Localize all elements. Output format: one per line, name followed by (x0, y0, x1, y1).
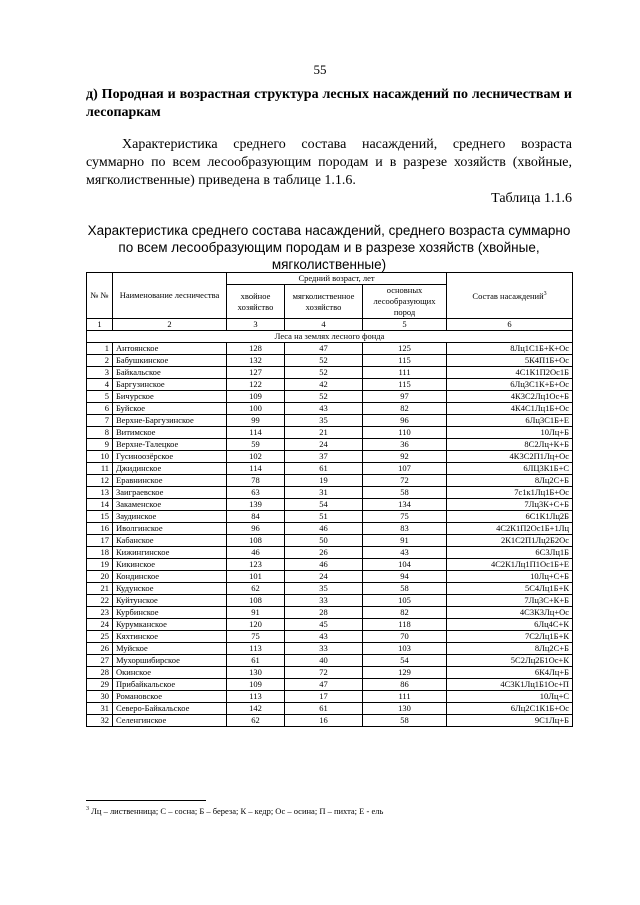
row-number: 9 (87, 439, 113, 451)
composition: 6ЛЦ3К1Б+С (447, 463, 573, 475)
main-species-age: 58 (363, 715, 447, 727)
main-species-age: 83 (363, 523, 447, 535)
softwood-age: 52 (285, 355, 363, 367)
row-number: 26 (87, 643, 113, 655)
forestry-name: Иволгинское (113, 523, 227, 535)
main-species-age: 110 (363, 427, 447, 439)
conifer-age: 114 (227, 427, 285, 439)
forestry-name: Джидинское (113, 463, 227, 475)
forestry-name: Окинское (113, 667, 227, 679)
conifer-age: 122 (227, 379, 285, 391)
table-row (87, 547, 573, 559)
row-number: 11 (87, 463, 113, 475)
softwood-age: 26 (285, 547, 363, 559)
main-species-age: 104 (363, 559, 447, 571)
table-row (87, 355, 573, 367)
table-row (87, 607, 573, 619)
softwood-age: 52 (285, 367, 363, 379)
softwood-age: 50 (285, 535, 363, 547)
table-row (87, 523, 573, 535)
softwood-age: 19 (285, 475, 363, 487)
table-row (87, 619, 573, 631)
softwood-age: 42 (285, 379, 363, 391)
main-species-age: 70 (363, 631, 447, 643)
softwood-age: 61 (285, 463, 363, 475)
softwood-age: 43 (285, 631, 363, 643)
main-species-age: 54 (363, 655, 447, 667)
header-num: № № (87, 273, 113, 319)
table-row (87, 439, 573, 451)
header-avg-age: Средний возраст, лет (227, 273, 447, 285)
forestry-name: Кижингинское (113, 547, 227, 559)
row-number: 12 (87, 475, 113, 487)
column-number: 3 (227, 319, 285, 331)
softwood-age: 45 (285, 619, 363, 631)
main-species-age: 134 (363, 499, 447, 511)
row-number: 30 (87, 691, 113, 703)
composition: 7С2Лц1Б+К (447, 631, 573, 643)
forestry-name: Селенгинское (113, 715, 227, 727)
forestry-name: Курумканское (113, 619, 227, 631)
forestry-name: Мухоршибирское (113, 655, 227, 667)
forestry-name: Куйтунское (113, 595, 227, 607)
forestry-name: Бабушкинское (113, 355, 227, 367)
table-row (87, 499, 573, 511)
table-row (87, 427, 573, 439)
conifer-age: 128 (227, 343, 285, 355)
header-composition (447, 273, 573, 319)
table-row (87, 367, 573, 379)
conifer-age: 132 (227, 355, 285, 367)
main-species-age: 130 (363, 703, 447, 715)
header-soft: мягколиственное хозяйство (285, 285, 363, 319)
conifer-age: 109 (227, 679, 285, 691)
row-number: 22 (87, 595, 113, 607)
table-caption: Характеристика среднего состава насаждений, среднего возраста суммарно по всем лесообразующим породам и в разрезе хозяйств (хвойные, мягколиственные) (87, 223, 571, 272)
table-row (87, 379, 573, 391)
conifer-age: 142 (227, 703, 285, 715)
composition: 4С1К1П2Ос1Б (447, 367, 573, 379)
composition: 6Лц2С1К1Б+Ос (447, 703, 573, 715)
forestry-name: Гусиноозёрское (113, 451, 227, 463)
forestry-name: Буйское (113, 403, 227, 415)
row-number: 5 (87, 391, 113, 403)
row-number: 7 (87, 415, 113, 427)
composition: 7Лц3С+К+Б (447, 595, 573, 607)
conifer-age: 59 (227, 439, 285, 451)
column-number: 4 (285, 319, 363, 331)
table-row (87, 667, 573, 679)
main-species-age: 58 (363, 487, 447, 499)
conifer-age: 123 (227, 559, 285, 571)
composition: 10Лц+Б (447, 427, 573, 439)
main-species-age: 92 (363, 451, 447, 463)
group-title: Леса на землях лесного фонда (87, 331, 573, 343)
row-number: 25 (87, 631, 113, 643)
softwood-age: 33 (285, 643, 363, 655)
forestry-name: Курбинское (113, 607, 227, 619)
forestry-name: Байкальское (113, 367, 227, 379)
softwood-age: 52 (285, 391, 363, 403)
footnote-divider (86, 800, 206, 801)
softwood-age: 47 (285, 679, 363, 691)
table-row (87, 643, 573, 655)
main-species-age: 125 (363, 343, 447, 355)
forestry-name: Муйское (113, 643, 227, 655)
row-number: 10 (87, 451, 113, 463)
conifer-age: 100 (227, 403, 285, 415)
forestry-name: Заиграевское (113, 487, 227, 499)
row-number: 29 (87, 679, 113, 691)
table-row (87, 655, 573, 667)
table-row (87, 595, 573, 607)
softwood-age: 28 (285, 607, 363, 619)
page-number: 55 (313, 62, 327, 77)
composition: 4С2К1Лц1П1Ос1Б+Е (447, 559, 573, 571)
softwood-age: 51 (285, 511, 363, 523)
row-number: 6 (87, 403, 113, 415)
composition: 5С4Лц1Б+К (447, 583, 573, 595)
main-species-age: 36 (363, 439, 447, 451)
conifer-age: 113 (227, 691, 285, 703)
conifer-age: 78 (227, 475, 285, 487)
forestry-name: Верхне-Баргузинское (113, 415, 227, 427)
composition: 4К3С2П1Лц+Ос (447, 451, 573, 463)
softwood-age: 31 (285, 487, 363, 499)
table-row (87, 511, 573, 523)
composition: 10Лц+С (447, 691, 573, 703)
table-row (87, 703, 573, 715)
table-row (87, 571, 573, 583)
softwood-age: 37 (285, 451, 363, 463)
table-row (87, 475, 573, 487)
row-number: 16 (87, 523, 113, 535)
conifer-age: 63 (227, 487, 285, 499)
row-number: 24 (87, 619, 113, 631)
softwood-age: 17 (285, 691, 363, 703)
row-number: 13 (87, 487, 113, 499)
section-heading: д) Породная и возрастная структура лесных насаждений по лесничествам и лесопаркам (86, 87, 572, 120)
table-row (87, 583, 573, 595)
main-species-age: 72 (363, 475, 447, 487)
conifer-age: 46 (227, 547, 285, 559)
forestry-name: Заудинское (113, 511, 227, 523)
header-composition-label: Состав насаждений (472, 290, 544, 301)
forestry-name: Еравнинское (113, 475, 227, 487)
row-number: 20 (87, 571, 113, 583)
row-number: 31 (87, 703, 113, 715)
softwood-age: 72 (285, 667, 363, 679)
row-number: 19 (87, 559, 113, 571)
conifer-age: 91 (227, 607, 285, 619)
composition: 6Лц3С1Б+Е (447, 415, 573, 427)
table-row (87, 691, 573, 703)
forestry-name: Закаменское (113, 499, 227, 511)
conifer-age: 84 (227, 511, 285, 523)
forestry-name: Кяхтинское (113, 631, 227, 643)
composition: 4К3С2Лц1Ос+Б (447, 391, 573, 403)
softwood-age: 33 (285, 595, 363, 607)
conifer-age: 108 (227, 535, 285, 547)
main-species-age: 97 (363, 391, 447, 403)
row-number: 23 (87, 607, 113, 619)
intro-paragraph: Характеристика среднего состава насаждений, среднего возраста суммарно по всем лесообразующим породам и в разрезе хозяйств (хвойные, мягколиственные) приведена в таблице 1.1.6. (86, 137, 572, 188)
forestry-name: Верхне-Талецкое (113, 439, 227, 451)
composition: 7Лц3К+С+Б (447, 499, 573, 511)
main-species-age: 91 (363, 535, 447, 547)
header-name: Наименование лесничества (113, 273, 227, 319)
composition: 10Лц+С+Б (447, 571, 573, 583)
main-species-age: 115 (363, 379, 447, 391)
table-row (87, 631, 573, 643)
row-number: 4 (87, 379, 113, 391)
row-number: 17 (87, 535, 113, 547)
composition: 6С3Лц1Б (447, 547, 573, 559)
row-number: 1 (87, 343, 113, 355)
row-number: 8 (87, 427, 113, 439)
table-row (87, 391, 573, 403)
table-row (87, 487, 573, 499)
softwood-age: 35 (285, 415, 363, 427)
row-number: 15 (87, 511, 113, 523)
softwood-age: 16 (285, 715, 363, 727)
composition: 4К4С1Лц1Б+Ос (447, 403, 573, 415)
composition: 5К4П1Б+Ос (447, 355, 573, 367)
composition: 8Лц2С+Б (447, 475, 573, 487)
conifer-age: 101 (227, 571, 285, 583)
conifer-age: 130 (227, 667, 285, 679)
composition: 6Лц4С+К (447, 619, 573, 631)
composition: 4С3К3Лц+Ос (447, 607, 573, 619)
composition: 8С2Лц+К+Б (447, 439, 573, 451)
conifer-age: 139 (227, 499, 285, 511)
group-row (87, 331, 573, 343)
row-number: 28 (87, 667, 113, 679)
composition: 7с1к1Лц1Б+Ос (447, 487, 573, 499)
forestry-name: Прибайкальское (113, 679, 227, 691)
softwood-age: 46 (285, 559, 363, 571)
composition: 5С2Лц2Б1Ос+К (447, 655, 573, 667)
main-species-age: 111 (363, 367, 447, 379)
table-row (87, 415, 573, 427)
row-number: 27 (87, 655, 113, 667)
composition: 9С1Лц+Б (447, 715, 573, 727)
row-number: 21 (87, 583, 113, 595)
conifer-age: 62 (227, 715, 285, 727)
row-number: 2 (87, 355, 113, 367)
conifer-age: 99 (227, 415, 285, 427)
column-number: 6 (447, 319, 573, 331)
main-species-age: 58 (363, 583, 447, 595)
row-number: 18 (87, 547, 113, 559)
row-number: 14 (87, 499, 113, 511)
composition: 2К1С2П1Лц2Б2Ос (447, 535, 573, 547)
forestry-name: Баргузинское (113, 379, 227, 391)
column-number: 1 (87, 319, 113, 331)
softwood-age: 35 (285, 583, 363, 595)
softwood-age: 46 (285, 523, 363, 535)
main-species-age: 107 (363, 463, 447, 475)
header-main: основных лесообразующих пород (363, 285, 447, 319)
forestry-name: Северо-Байкальское (113, 703, 227, 715)
conifer-age: 127 (227, 367, 285, 379)
forestry-name: Романовское (113, 691, 227, 703)
composition: 8Лц1С1Б+К+Ос (447, 343, 573, 355)
main-species-age: 86 (363, 679, 447, 691)
softwood-age: 54 (285, 499, 363, 511)
forestry-name: Бичурское (113, 391, 227, 403)
softwood-age: 21 (285, 427, 363, 439)
age-structure-table (86, 272, 573, 727)
main-species-age: 82 (363, 403, 447, 415)
composition: 6С1К1Лц2Б (447, 511, 573, 523)
footnote-text: Лц – лиственница; С – сосна; Б – береза; К – кедр; Ос – осина; П – пихта; Е - ель (89, 806, 384, 816)
table-row (87, 535, 573, 547)
column-number: 5 (363, 319, 447, 331)
conifer-age: 120 (227, 619, 285, 631)
composition: 6К4Лц+Б (447, 667, 573, 679)
conifer-age: 113 (227, 643, 285, 655)
forestry-name: Кондинское (113, 571, 227, 583)
conifer-age: 75 (227, 631, 285, 643)
table-row (87, 715, 573, 727)
softwood-age: 43 (285, 403, 363, 415)
footnote (86, 806, 572, 816)
row-number: 32 (87, 715, 113, 727)
main-species-age: 94 (363, 571, 447, 583)
footnote-mark: 3 (86, 806, 89, 813)
conifer-age: 102 (227, 451, 285, 463)
conifer-age: 109 (227, 391, 285, 403)
table-row (87, 343, 573, 355)
softwood-age: 40 (285, 655, 363, 667)
softwood-age: 47 (285, 343, 363, 355)
conifer-age: 61 (227, 655, 285, 667)
main-species-age: 111 (363, 691, 447, 703)
row-number: 3 (87, 367, 113, 379)
main-species-age: 129 (363, 667, 447, 679)
softwood-age: 24 (285, 571, 363, 583)
composition: 4С2К1П2Ос1Б+1Лц (447, 523, 573, 535)
softwood-age: 24 (285, 439, 363, 451)
column-numbers-row (87, 319, 573, 331)
composition: 8Лц2С+Б (447, 643, 573, 655)
main-species-age: 82 (363, 607, 447, 619)
header-conifer: хвойное хозяйство (227, 285, 285, 319)
conifer-age: 108 (227, 595, 285, 607)
conifer-age: 114 (227, 463, 285, 475)
forestry-name: Витимское (113, 427, 227, 439)
main-species-age: 43 (363, 547, 447, 559)
conifer-age: 62 (227, 583, 285, 595)
main-species-age: 96 (363, 415, 447, 427)
conifer-age: 96 (227, 523, 285, 535)
forestry-name: Кабанское (113, 535, 227, 547)
main-species-age: 75 (363, 511, 447, 523)
forestry-name: Кудунское (113, 583, 227, 595)
table-row (87, 679, 573, 691)
table-row (87, 451, 573, 463)
main-species-age: 103 (363, 643, 447, 655)
main-species-age: 105 (363, 595, 447, 607)
column-number: 2 (113, 319, 227, 331)
composition: 4С3К1Лц1Б1Ос+П (447, 679, 573, 691)
footnote-ref: 3 (543, 291, 547, 298)
table-row (87, 559, 573, 571)
main-species-age: 118 (363, 619, 447, 631)
table-label: Таблица 1.1.6 (491, 191, 572, 206)
table-row (87, 403, 573, 415)
forestry-name: Антоянское (113, 343, 227, 355)
table-row (87, 463, 573, 475)
softwood-age: 61 (285, 703, 363, 715)
composition: 6Лц3С1К+Б+Ос (447, 379, 573, 391)
header-row (87, 273, 573, 285)
forestry-name: Кикинское (113, 559, 227, 571)
main-species-age: 115 (363, 355, 447, 367)
